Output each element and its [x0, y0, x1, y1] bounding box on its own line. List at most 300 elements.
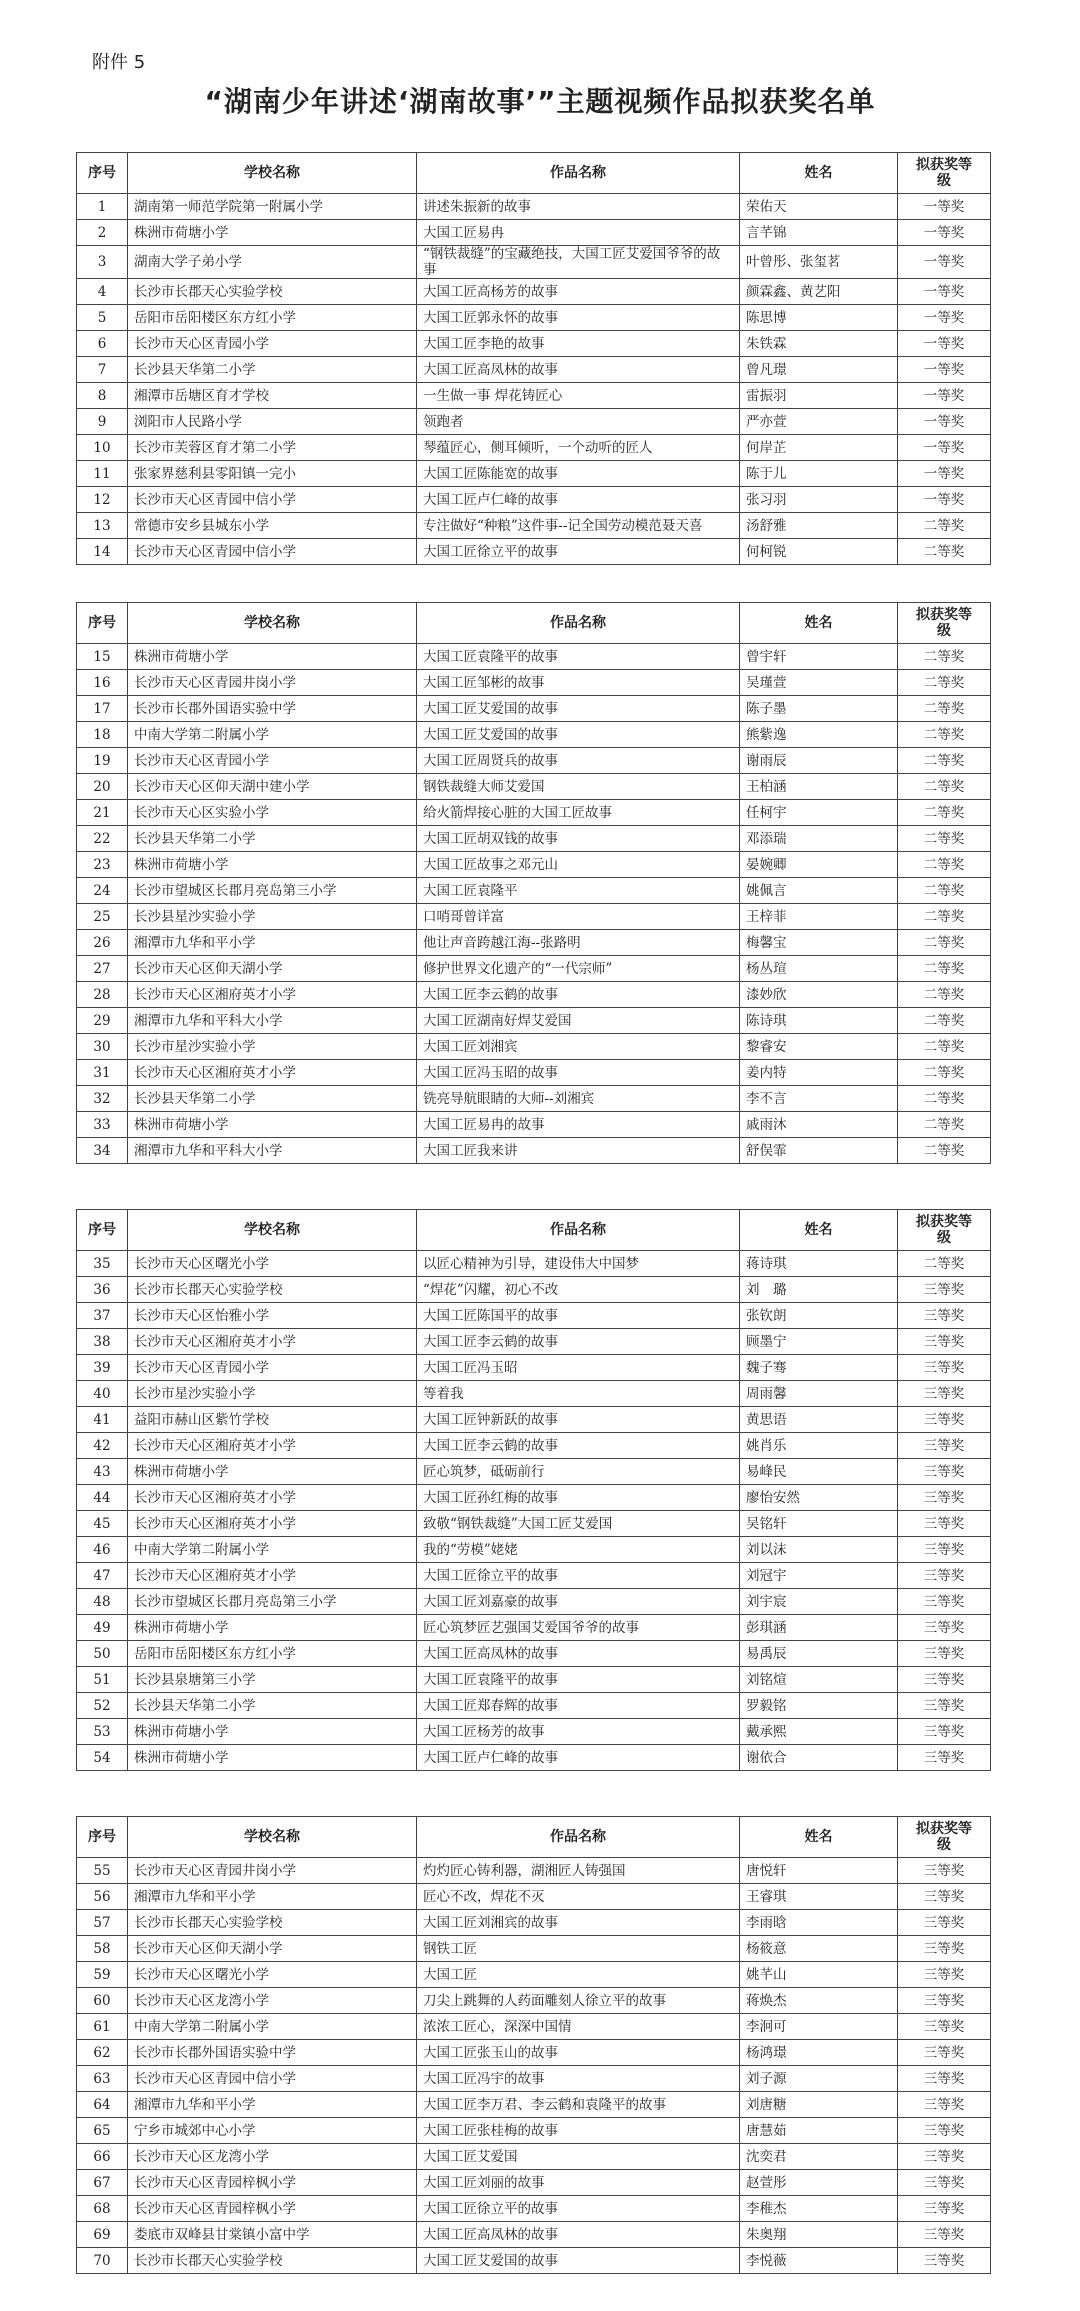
- cell-award-level: 三等奖: [898, 1459, 991, 1485]
- cell-student-name: 曾凡璟: [740, 357, 898, 383]
- cell-award-level: 三等奖: [898, 1936, 991, 1962]
- cell-award-level: 二等奖: [898, 800, 991, 826]
- table-header-row: [77, 603, 991, 644]
- cell-index: 48: [77, 1589, 128, 1615]
- table-row: [77, 357, 991, 383]
- cell-school: 长沙市天心区青园中信小学: [128, 539, 417, 565]
- cell-work-title: 大国工匠李云鹤的故事: [417, 1433, 740, 1459]
- cell-work-title: 大国工匠卢仁峰的故事: [417, 487, 740, 513]
- cell-award-level: 二等奖: [898, 670, 991, 696]
- table-row: [77, 722, 991, 748]
- table-row: [77, 774, 991, 800]
- cell-student-name: 姚肖乐: [740, 1433, 898, 1459]
- cell-student-name: 李不言: [740, 1086, 898, 1112]
- cell-award-level: 三等奖: [898, 2196, 991, 2222]
- table-row: [77, 1034, 991, 1060]
- cell-award-level: 三等奖: [898, 1381, 991, 1407]
- cell-award-level: 二等奖: [898, 852, 991, 878]
- cell-school: 湘潭市九华和平小学: [128, 2092, 417, 2118]
- cell-school: 株洲市荷塘小学: [128, 1745, 417, 1771]
- cell-school: 岳阳市岳阳楼区东方红小学: [128, 1641, 417, 1667]
- cell-award-level: 三等奖: [898, 1615, 991, 1641]
- cell-index: 38: [77, 1329, 128, 1355]
- cell-award-level: 三等奖: [898, 2092, 991, 2118]
- cell-school: 浏阳市人民路小学: [128, 409, 417, 435]
- cell-index: 40: [77, 1381, 128, 1407]
- table-row: [77, 1988, 991, 2014]
- cell-award-level: 三等奖: [898, 2222, 991, 2248]
- cell-work-title: 大国工匠邹彬的故事: [417, 670, 740, 696]
- cell-school: 长沙县天华第二小学: [128, 826, 417, 852]
- cell-index: 59: [77, 1962, 128, 1988]
- cell-school: 长沙市天心区青园井岗小学: [128, 670, 417, 696]
- cell-work-title: 大国工匠艾爱国: [417, 2144, 740, 2170]
- column-header-index: 序号: [77, 1817, 128, 1858]
- table-row: [77, 383, 991, 409]
- cell-index: 31: [77, 1060, 128, 1086]
- cell-school: 长沙市天心区湘府英才小学: [128, 1060, 417, 1086]
- cell-index: 30: [77, 1034, 128, 1060]
- cell-work-title: 钢铁裁缝大师艾爱国: [417, 774, 740, 800]
- cell-index: 61: [77, 2014, 128, 2040]
- table-row: [77, 1459, 991, 1485]
- table-row: [77, 1355, 991, 1381]
- cell-student-name: 言芊锦: [740, 220, 898, 246]
- cell-school: 长沙县天华第二小学: [128, 357, 417, 383]
- cell-award-level: 二等奖: [898, 644, 991, 670]
- table-row: [77, 1589, 991, 1615]
- cell-index: 52: [77, 1693, 128, 1719]
- table-row: [77, 1563, 991, 1589]
- cell-work-title: 匠心筑梦匠艺强国艾爱国爷爷的故事: [417, 1615, 740, 1641]
- cell-work-title: 大国工匠徐立平的故事: [417, 539, 740, 565]
- column-header-work-title: 作品名称: [417, 153, 740, 194]
- table-row: [77, 513, 991, 539]
- cell-index: 45: [77, 1511, 128, 1537]
- cell-award-level: 三等奖: [898, 1355, 991, 1381]
- column-header-student-name: 姓名: [740, 1210, 898, 1251]
- cell-index: 33: [77, 1112, 128, 1138]
- cell-student-name: 曾宇轩: [740, 644, 898, 670]
- column-header-student-name: 姓名: [740, 153, 898, 194]
- cell-student-name: 张钦朗: [740, 1303, 898, 1329]
- table-row: [77, 904, 991, 930]
- cell-student-name: 沈奕君: [740, 2144, 898, 2170]
- table-row: [77, 2092, 991, 2118]
- table-row: [77, 956, 991, 982]
- cell-student-name: 叶曾彤、张玺茗: [740, 246, 898, 279]
- cell-work-title: 大国工匠杨芳的故事: [417, 1719, 740, 1745]
- cell-school: 长沙市天心区湘府英才小学: [128, 1485, 417, 1511]
- cell-student-name: 唐悦轩: [740, 1858, 898, 1884]
- cell-school: 长沙市天心区仰天湖中建小学: [128, 774, 417, 800]
- cell-student-name: 朱奥翔: [740, 2222, 898, 2248]
- cell-work-title: 大国工匠李万君、李云鹤和袁隆平的故事: [417, 2092, 740, 2118]
- cell-award-level: 三等奖: [898, 1719, 991, 1745]
- column-header-school: 学校名称: [128, 1817, 417, 1858]
- table-row: [77, 539, 991, 565]
- cell-work-title: 大国工匠: [417, 1962, 740, 1988]
- cell-student-name: 陈思博: [740, 305, 898, 331]
- column-header-student-name: 姓名: [740, 603, 898, 644]
- cell-work-title: 大国工匠陈能宽的故事: [417, 461, 740, 487]
- table-row: [77, 1008, 991, 1034]
- cell-student-name: 李悦薇: [740, 2248, 898, 2274]
- cell-school: 长沙市天心区青园小学: [128, 1355, 417, 1381]
- cell-index: 60: [77, 1988, 128, 2014]
- cell-school: 长沙市天心区曙光小学: [128, 1251, 417, 1277]
- cell-index: 44: [77, 1485, 128, 1511]
- cell-award-level: 三等奖: [898, 1433, 991, 1459]
- cell-school: 长沙市星沙实验小学: [128, 1381, 417, 1407]
- cell-work-title: “钢铁裁缝”的宝藏绝技，大国工匠艾爱国爷爷的故事: [417, 246, 740, 279]
- cell-work-title: “焊花”闪耀，初心不改: [417, 1277, 740, 1303]
- cell-work-title: 修护世界文化遗产的“一代宗师”: [417, 956, 740, 982]
- cell-award-level: 二等奖: [898, 774, 991, 800]
- cell-award-level: 二等奖: [898, 1251, 991, 1277]
- cell-school: 长沙市天心区仰天湖小学: [128, 1936, 417, 1962]
- cell-work-title: 大国工匠袁隆平: [417, 878, 740, 904]
- column-header-school: 学校名称: [128, 603, 417, 644]
- cell-work-title: 大国工匠我来讲: [417, 1138, 740, 1164]
- cell-student-name: 王柏涵: [740, 774, 898, 800]
- cell-index: 36: [77, 1277, 128, 1303]
- table-row: [77, 409, 991, 435]
- cell-index: 39: [77, 1355, 128, 1381]
- cell-work-title: 匠心不改，焊花不灭: [417, 1884, 740, 1910]
- cell-school: 株洲市荷塘小学: [128, 220, 417, 246]
- cell-work-title: 一生做一事 焊花铸匠心: [417, 383, 740, 409]
- cell-award-level: 三等奖: [898, 2066, 991, 2092]
- cell-award-level: 三等奖: [898, 2248, 991, 2274]
- table-row: [77, 1060, 991, 1086]
- cell-student-name: 刘 璐: [740, 1277, 898, 1303]
- cell-school: 长沙市望城区长郡月亮岛第三小学: [128, 1589, 417, 1615]
- cell-index: 5: [77, 305, 128, 331]
- cell-index: 13: [77, 513, 128, 539]
- cell-index: 41: [77, 1407, 128, 1433]
- cell-student-name: 蒋焕杰: [740, 1988, 898, 2014]
- cell-student-name: 罗毅铭: [740, 1693, 898, 1719]
- cell-student-name: 姚佩言: [740, 878, 898, 904]
- cell-work-title: 大国工匠易冉: [417, 220, 740, 246]
- cell-award-level: 三等奖: [898, 1910, 991, 1936]
- cell-student-name: 戴承熙: [740, 1719, 898, 1745]
- cell-school: 湘潭市九华和平小学: [128, 930, 417, 956]
- cell-student-name: 梅馨宝: [740, 930, 898, 956]
- cell-index: 9: [77, 409, 128, 435]
- cell-index: 18: [77, 722, 128, 748]
- cell-award-level: 三等奖: [898, 2014, 991, 2040]
- cell-work-title: 大国工匠徐立平的故事: [417, 1563, 740, 1589]
- cell-student-name: 廖怡安然: [740, 1485, 898, 1511]
- cell-school: 株洲市荷塘小学: [128, 1719, 417, 1745]
- cell-student-name: 谢依合: [740, 1745, 898, 1771]
- table-row: [77, 1910, 991, 1936]
- cell-work-title: 匠心筑梦，砥砺前行: [417, 1459, 740, 1485]
- column-header-index: 序号: [77, 153, 128, 194]
- cell-school: 长沙市天心区湘府英才小学: [128, 982, 417, 1008]
- cell-student-name: 刘宇宸: [740, 1589, 898, 1615]
- cell-index: 17: [77, 696, 128, 722]
- table-row: [77, 982, 991, 1008]
- cell-index: 11: [77, 461, 128, 487]
- cell-school: 长沙县天华第二小学: [128, 1086, 417, 1112]
- cell-work-title: 大国工匠卢仁峰的故事: [417, 1745, 740, 1771]
- cell-work-title: 大国工匠高凤林的故事: [417, 1641, 740, 1667]
- table-row: [77, 220, 991, 246]
- cell-student-name: 颜霖鑫、黄艺阳: [740, 279, 898, 305]
- table-row: [77, 1485, 991, 1511]
- cell-index: 51: [77, 1667, 128, 1693]
- table-row: [77, 1251, 991, 1277]
- cell-award-level: 二等奖: [898, 722, 991, 748]
- cell-award-level: 三等奖: [898, 1858, 991, 1884]
- cell-index: 8: [77, 383, 128, 409]
- cell-work-title: 大国工匠孙红梅的故事: [417, 1485, 740, 1511]
- column-header-school: 学校名称: [128, 1210, 417, 1251]
- table-row: [77, 1667, 991, 1693]
- cell-award-level: 三等奖: [898, 1537, 991, 1563]
- cell-student-name: 漆妙欣: [740, 982, 898, 1008]
- cell-index: 6: [77, 331, 128, 357]
- cell-school: 长沙市长郡天心实验学校: [128, 2248, 417, 2274]
- cell-index: 35: [77, 1251, 128, 1277]
- column-header-award-level: 拟获奖等级: [898, 1210, 991, 1251]
- cell-school: 中南大学第二附属小学: [128, 2014, 417, 2040]
- cell-student-name: 易禹辰: [740, 1641, 898, 1667]
- cell-school: 湖南第一师范学院第一附属小学: [128, 194, 417, 220]
- cell-student-name: 戚雨沐: [740, 1112, 898, 1138]
- award-table-section: [76, 152, 991, 565]
- cell-award-level: 二等奖: [898, 930, 991, 956]
- cell-index: 27: [77, 956, 128, 982]
- table-row: [77, 748, 991, 774]
- cell-award-level: 二等奖: [898, 1034, 991, 1060]
- cell-award-level: 三等奖: [898, 1962, 991, 1988]
- cell-index: 28: [77, 982, 128, 1008]
- cell-index: 69: [77, 2222, 128, 2248]
- cell-school: 长沙市天心区龙湾小学: [128, 1988, 417, 2014]
- cell-index: 46: [77, 1537, 128, 1563]
- cell-student-name: 陈于儿: [740, 461, 898, 487]
- cell-student-name: 雷振羽: [740, 383, 898, 409]
- cell-school: 长沙市望城区长郡月亮岛第三小学: [128, 878, 417, 904]
- cell-award-level: 三等奖: [898, 2144, 991, 2170]
- cell-work-title: 大国工匠冯宇的故事: [417, 2066, 740, 2092]
- cell-student-name: 杨丛瑄: [740, 956, 898, 982]
- table-row: [77, 1112, 991, 1138]
- cell-index: 70: [77, 2248, 128, 2274]
- table-row: [77, 2248, 991, 2274]
- table-row: [77, 1615, 991, 1641]
- table-row: [77, 331, 991, 357]
- cell-work-title: 口哨哥曾详富: [417, 904, 740, 930]
- table-row: [77, 2196, 991, 2222]
- cell-index: 53: [77, 1719, 128, 1745]
- table-header-row: [77, 153, 991, 194]
- table-row: [77, 878, 991, 904]
- cell-award-level: 三等奖: [898, 1667, 991, 1693]
- table-row: [77, 246, 991, 279]
- cell-award-level: 三等奖: [898, 1563, 991, 1589]
- cell-student-name: 杨筱意: [740, 1936, 898, 1962]
- cell-award-level: 三等奖: [898, 2040, 991, 2066]
- cell-student-name: 刘铭煊: [740, 1667, 898, 1693]
- cell-index: 50: [77, 1641, 128, 1667]
- cell-award-level: 一等奖: [898, 383, 991, 409]
- cell-student-name: 王梓菲: [740, 904, 898, 930]
- table-row: [77, 1537, 991, 1563]
- table-row: [77, 279, 991, 305]
- cell-work-title: 大国工匠艾爱国的故事: [417, 722, 740, 748]
- cell-student-name: 刘冠宇: [740, 1563, 898, 1589]
- cell-work-title: 大国工匠张桂梅的故事: [417, 2118, 740, 2144]
- attachment-label: 附件 5: [92, 52, 146, 73]
- cell-award-level: 三等奖: [898, 2170, 991, 2196]
- cell-school: 株洲市荷塘小学: [128, 1112, 417, 1138]
- cell-work-title: 灼灼匠心铸利器，湖湘匠人铸强国: [417, 1858, 740, 1884]
- table-row: [77, 461, 991, 487]
- cell-school: 长沙市天心区湘府英才小学: [128, 1329, 417, 1355]
- cell-student-name: 顾墨宁: [740, 1329, 898, 1355]
- cell-student-name: 唐慧茹: [740, 2118, 898, 2144]
- cell-index: 16: [77, 670, 128, 696]
- table-row: [77, 1858, 991, 1884]
- cell-index: 67: [77, 2170, 128, 2196]
- cell-school: 张家界慈利县零阳镇一完小: [128, 461, 417, 487]
- cell-school: 中南大学第二附属小学: [128, 1537, 417, 1563]
- cell-index: 49: [77, 1615, 128, 1641]
- cell-work-title: 大国工匠袁隆平的故事: [417, 1667, 740, 1693]
- cell-student-name: 杨鸿璟: [740, 2040, 898, 2066]
- cell-award-level: 一等奖: [898, 487, 991, 513]
- table-row: [77, 1936, 991, 1962]
- cell-school: 长沙市长郡外国语实验中学: [128, 2040, 417, 2066]
- column-header-school: 学校名称: [128, 153, 417, 194]
- table-row: [77, 2066, 991, 2092]
- cell-school: 长沙县天华第二小学: [128, 1693, 417, 1719]
- table-row: [77, 826, 991, 852]
- cell-index: 62: [77, 2040, 128, 2066]
- cell-student-name: 吴瑾萱: [740, 670, 898, 696]
- cell-school: 长沙市天心区龙湾小学: [128, 2144, 417, 2170]
- cell-work-title: 大国工匠周贤兵的故事: [417, 748, 740, 774]
- cell-student-name: 何岸芷: [740, 435, 898, 461]
- cell-award-level: 一等奖: [898, 357, 991, 383]
- table-row: [77, 1303, 991, 1329]
- cell-school: 中南大学第二附属小学: [128, 722, 417, 748]
- cell-work-title: 大国工匠高杨芳的故事: [417, 279, 740, 305]
- award-table-section: [76, 1816, 991, 2274]
- cell-student-name: 舒俣霏: [740, 1138, 898, 1164]
- cell-student-name: 陈诗琪: [740, 1008, 898, 1034]
- table-row: [77, 435, 991, 461]
- table-header-row: [77, 1817, 991, 1858]
- table-row: [77, 305, 991, 331]
- cell-school: 长沙市天心区湘府英才小学: [128, 1563, 417, 1589]
- cell-work-title: 大国工匠冯玉昭: [417, 1355, 740, 1381]
- cell-student-name: 严亦萱: [740, 409, 898, 435]
- cell-award-level: 二等奖: [898, 1112, 991, 1138]
- cell-work-title: 大国工匠刘嘉豪的故事: [417, 1589, 740, 1615]
- table-row: [77, 800, 991, 826]
- cell-student-name: 黎睿安: [740, 1034, 898, 1060]
- cell-student-name: 李泂可: [740, 2014, 898, 2040]
- cell-work-title: 大国工匠冯玉昭的故事: [417, 1060, 740, 1086]
- cell-school: 长沙市天心区青园中信小学: [128, 487, 417, 513]
- cell-award-level: 三等奖: [898, 1329, 991, 1355]
- cell-school: 长沙市天心区青园小学: [128, 748, 417, 774]
- column-header-work-title: 作品名称: [417, 1210, 740, 1251]
- cell-work-title: 浓浓工匠心，深深中国情: [417, 2014, 740, 2040]
- cell-student-name: 吴铭轩: [740, 1511, 898, 1537]
- cell-student-name: 晏婉卿: [740, 852, 898, 878]
- cell-school: 长沙市天心区青园井岗小学: [128, 1858, 417, 1884]
- cell-index: 1: [77, 194, 128, 220]
- cell-student-name: 蒋诗琪: [740, 1251, 898, 1277]
- table-row: [77, 194, 991, 220]
- cell-student-name: 周雨馨: [740, 1381, 898, 1407]
- cell-school: 长沙市天心区怡雅小学: [128, 1303, 417, 1329]
- cell-index: 63: [77, 2066, 128, 2092]
- cell-school: 湘潭市九华和平科大小学: [128, 1138, 417, 1164]
- cell-award-level: 三等奖: [898, 2118, 991, 2144]
- cell-award-level: 二等奖: [898, 904, 991, 930]
- table-row: [77, 487, 991, 513]
- table-row: [77, 852, 991, 878]
- cell-work-title: 大国工匠李云鹤的故事: [417, 1329, 740, 1355]
- cell-award-level: 二等奖: [898, 539, 991, 565]
- cell-award-level: 二等奖: [898, 956, 991, 982]
- cell-student-name: 陈子墨: [740, 696, 898, 722]
- cell-work-title: 铣亮导航眼睛的大师--刘湘宾: [417, 1086, 740, 1112]
- cell-work-title: 大国工匠艾爱国的故事: [417, 2248, 740, 2274]
- cell-school: 益阳市赫山区紫竹学校: [128, 1407, 417, 1433]
- column-header-award-level: 拟获奖等级: [898, 603, 991, 644]
- cell-work-title: 大国工匠艾爱国的故事: [417, 696, 740, 722]
- cell-school: 株洲市荷塘小学: [128, 852, 417, 878]
- cell-student-name: 熊紫逸: [740, 722, 898, 748]
- cell-index: 20: [77, 774, 128, 800]
- cell-award-level: 三等奖: [898, 1589, 991, 1615]
- cell-award-level: 二等奖: [898, 1086, 991, 1112]
- cell-school: 株洲市荷塘小学: [128, 644, 417, 670]
- table-row: [77, 2014, 991, 2040]
- cell-school: 湖南大学子弟小学: [128, 246, 417, 279]
- cell-school: 湘潭市九华和平科大小学: [128, 1008, 417, 1034]
- cell-award-level: 一等奖: [898, 435, 991, 461]
- cell-award-level: 二等奖: [898, 748, 991, 774]
- cell-award-level: 三等奖: [898, 1745, 991, 1771]
- table-row: [77, 1884, 991, 1910]
- cell-school: 娄底市双峰县甘棠镇小富中学: [128, 2222, 417, 2248]
- cell-school: 长沙市芙蓉区育才第二小学: [128, 435, 417, 461]
- cell-school: 长沙市天心区实验小学: [128, 800, 417, 826]
- table-row: [77, 1719, 991, 1745]
- cell-award-level: 三等奖: [898, 1485, 991, 1511]
- cell-award-level: 一等奖: [898, 409, 991, 435]
- cell-school: 长沙县星沙实验小学: [128, 904, 417, 930]
- cell-index: 56: [77, 1884, 128, 1910]
- cell-index: 22: [77, 826, 128, 852]
- cell-index: 2: [77, 220, 128, 246]
- cell-index: 65: [77, 2118, 128, 2144]
- cell-index: 64: [77, 2092, 128, 2118]
- cell-index: 66: [77, 2144, 128, 2170]
- cell-award-level: 三等奖: [898, 1884, 991, 1910]
- cell-award-level: 二等奖: [898, 696, 991, 722]
